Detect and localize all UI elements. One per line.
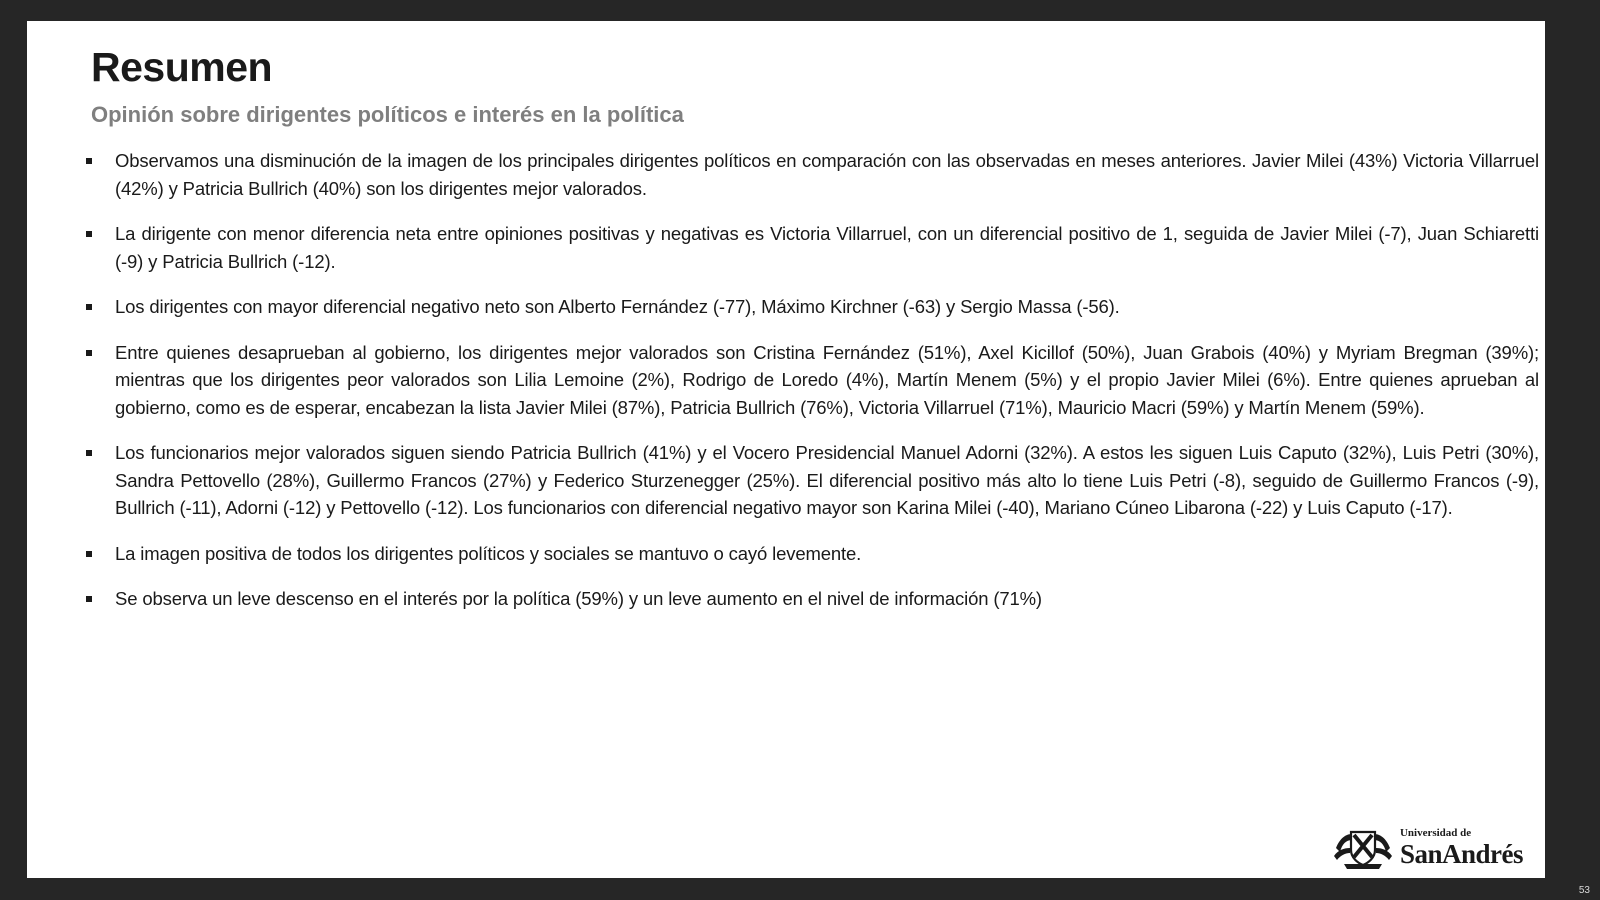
bullet-item (83, 293, 1539, 321)
bullet-item (83, 339, 1539, 422)
bullet-square-icon (86, 231, 92, 237)
bullet-item (83, 220, 1539, 275)
bullet-square-icon (86, 304, 92, 310)
bullet-item (83, 540, 1539, 568)
bullet-square-icon (86, 158, 92, 164)
bullet-text: Los funcionarios mejor valorados siguen siendo Patricia Bullrich (41%) y el Vocero Presidencial Manuel Adorni (32%). A estos les siguen Luis Caputo (32%), Luis Petri (30%), Sandra Pettovello (28%), Guillermo Francos (27%) y Federico Sturzenegger (25%). El diferencial positivo más alto lo tiene Luis Petri (-8), seguido de Guillermo Francos (-9), Bullrich (-11), Adorni (-12) y Pettovello (-12). Los funcionarios con diferencial negativo mayor son Karina Milei (-40), Mariano Cúneo Libarona (-22) y Luis Caputo (-17). (115, 442, 1539, 518)
bullet-item (83, 147, 1539, 202)
bullet-text: La imagen positiva de todos los dirigentes políticos y sociales se mantuvo o cayó levemente. (115, 542, 862, 564)
page-number: 53 (1578, 885, 1590, 896)
bullet-item (83, 585, 1539, 613)
slide (27, 21, 1545, 878)
bullet-item (83, 439, 1539, 522)
bullet-list (83, 147, 1539, 631)
bullet-square-icon (86, 450, 92, 456)
bullet-text: La dirigente con menor diferencia neta entre opiniones positivas y negativas es Victoria Villarruel, con un diferencial positivo de 1, seguida de Javier Milei (-7), Juan Schiaretti (-9) y Patricia Bullrich (-12). (115, 223, 1539, 272)
university-logo (1332, 826, 1523, 870)
bullet-text: Entre quienes desaprueban al gobierno, los dirigentes mejor valorados son Cristina Fernández (51%), Axel Kicillof (50%), Juan Grabois (40%) y Myriam Bregman (39%); mientras que los dirigentes peor valorados son Lilia Lemoine (2%), Rodrigo de Loredo (4%), Martín Menem (5%) y el propio Javier Milei (6%). Entre quienes aprueban al gobierno, como es de esperar, encabezan la lista Javier Milei (87%), Patricia Bullrich (76%), Victoria Villarruel (71%), Mauricio Macri (59%) y Martín Menem (59%). (115, 341, 1539, 418)
bullet-square-icon (86, 596, 92, 602)
bullet-square-icon (86, 551, 92, 557)
bullet-text: Se observa un leve descenso en el interés por la política (59%) y un leve aumento en el nivel de información (71%) (115, 588, 1042, 609)
bullet-square-icon (86, 350, 92, 356)
slide-subtitle: Opinión sobre dirigentes políticos e interés en la política (91, 102, 684, 127)
logo-big-text: SanAndrés (1399, 839, 1523, 869)
university-crest-icon (1332, 826, 1394, 870)
logo-small-text: Universidad de (1399, 827, 1472, 839)
bullet-text: Observamos una disminución de la imagen de los principales dirigentes políticos en comparación con las observadas en meses anteriores. Javier Milei (43%) Victoria Villarruel (42%) y Patricia Bullrich (40%) son los dirigentes mejor valorados. (115, 150, 1539, 199)
bullet-text: Los dirigentes con mayor diferencial negativo neto son Alberto Fernández (-77), Máximo Kirchner (-63) y Sergio Massa (-56). (115, 296, 1120, 317)
slide-title: Resumen (91, 44, 273, 90)
